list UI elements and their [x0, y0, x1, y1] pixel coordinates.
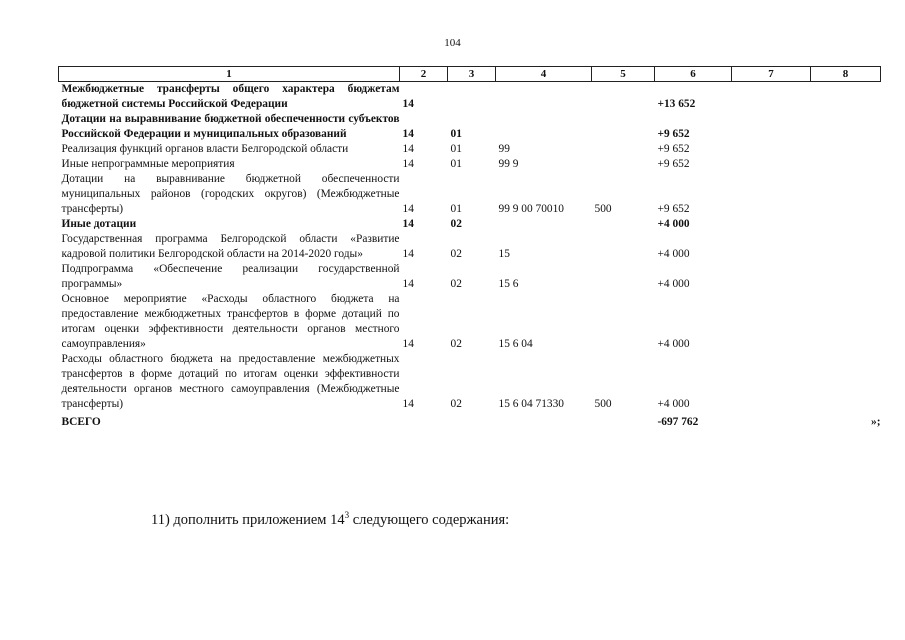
- row-target-article: 99 9 00 70010: [498, 203, 564, 215]
- row-col8: [811, 82, 881, 113]
- table-row: [59, 232, 881, 262]
- row-col7: [732, 82, 811, 113]
- column-header-8: 8: [811, 67, 881, 82]
- table-row: [59, 172, 881, 217]
- row-amount: +4 000: [657, 398, 690, 410]
- row-amount: +9 652: [657, 158, 690, 170]
- row-name: Расходы областного бюджета на предоставление межбюджетных трансфертов в форме дотаций по итогам оценки эффективности деятельности органов местного самоуправления (Межбюджетные трансферты): [61, 353, 400, 410]
- row-target-article: 15 6 04 71330: [498, 398, 564, 410]
- table-row: [59, 262, 881, 292]
- row-subsection: 02: [450, 278, 462, 290]
- row-target-article: 15 6: [498, 278, 519, 290]
- row-amount: +4 000: [657, 338, 690, 350]
- row-subsection: 02: [450, 398, 462, 410]
- row-target-article: 99 9: [498, 158, 519, 170]
- row-col8: [811, 262, 881, 292]
- row-amount: +9 652: [657, 128, 690, 140]
- column-header-6: 6: [655, 67, 732, 82]
- row-name: Основное мероприятие «Расходы областного бюджета на предоставление межбюджетных трансфертов в форме дотаций по итогам оценки эффективности деятельности органов местного самоуправления»: [61, 293, 400, 350]
- column-header-2: 2: [400, 67, 448, 82]
- row-subsection: [448, 82, 496, 113]
- row-col8: [811, 292, 881, 352]
- row-section: 14: [402, 143, 414, 155]
- row-name: Подпрограмма «Обеспечение реализации государственной программы»: [61, 263, 400, 290]
- row-target-article: 15: [498, 248, 510, 260]
- row-section: 14: [402, 338, 414, 350]
- row-col7: [732, 157, 811, 172]
- row-col8: [811, 172, 881, 217]
- page-number: 104: [444, 37, 461, 49]
- row-col7: [732, 292, 811, 352]
- row-col7: [732, 172, 811, 217]
- row-subsection: 01: [450, 158, 462, 170]
- row-amount: +4 000: [657, 278, 690, 290]
- column-header-5: 5: [592, 67, 655, 82]
- row-subsection: 01: [450, 203, 462, 215]
- note-tail: следующего содержания:: [349, 511, 510, 528]
- row-target-article: 99: [498, 143, 510, 155]
- row-section: 14: [402, 248, 414, 260]
- row-name: Иные непрограммные мероприятия: [61, 158, 235, 170]
- row-expense-type: 500: [594, 203, 612, 215]
- row-col8: [811, 217, 881, 232]
- row-col7: [732, 217, 811, 232]
- row-col8: [811, 142, 881, 157]
- note-text: 11) дополнить приложением 14: [151, 511, 345, 528]
- column-header-4: 4: [496, 67, 592, 82]
- row-subsection: 02: [450, 248, 462, 260]
- table-row: [59, 217, 881, 232]
- row-amount: +13 652: [657, 98, 696, 110]
- row-col7: [732, 112, 811, 142]
- row-expense-type: [592, 82, 655, 113]
- row-col8: [811, 112, 881, 142]
- row-expense-type: [592, 112, 655, 142]
- row-name: Дотации на выравнивание бюджетной обеспеченности муниципальных районов (городских округов) (Межбюджетные трансферты): [61, 173, 400, 215]
- row-section: 14: [402, 98, 414, 110]
- budget-table: [58, 66, 881, 430]
- row-target-article: 15 6 04: [498, 338, 533, 350]
- row-section: 14: [402, 158, 414, 170]
- row-expense-type: [592, 292, 655, 352]
- row-section: 14: [402, 218, 414, 230]
- total-label: ВСЕГО: [61, 416, 101, 428]
- table-row: [59, 292, 881, 352]
- table-row: [59, 112, 881, 142]
- row-col7: [732, 352, 811, 412]
- row-subsection: 01: [450, 128, 462, 140]
- row-col8: [811, 157, 881, 172]
- row-name: Государственная программа Белгородской области «Развитие кадровой политики Белгородской области на 2014-2020 годы»: [61, 233, 400, 260]
- row-expense-type: 500: [594, 398, 612, 410]
- row-expense-type: [592, 232, 655, 262]
- table-row: [59, 82, 881, 113]
- row-name: Дотации на выравнивание бюджетной обеспеченности субъектов Российской Федерации и муниципальных образований: [61, 113, 400, 140]
- row-subsection: 01: [450, 143, 462, 155]
- header-row: [59, 67, 881, 82]
- column-header-7: 7: [732, 67, 811, 82]
- row-col7: [732, 262, 811, 292]
- row-amount: +9 652: [657, 203, 690, 215]
- table-row: [59, 352, 881, 412]
- row-amount: +4 000: [657, 248, 690, 260]
- row-name: Иные дотации: [61, 218, 137, 230]
- row-section: 14: [402, 278, 414, 290]
- column-header-3: 3: [448, 67, 496, 82]
- row-amount: +4 000: [657, 218, 690, 230]
- row-col8: [811, 352, 881, 412]
- row-subsection: 02: [450, 218, 462, 230]
- total-tail: »;: [871, 416, 881, 428]
- total-amount: -697 762: [657, 416, 699, 428]
- row-name: Реализация функций органов власти Белгородской области: [61, 143, 349, 155]
- note-superscript: 3: [344, 510, 350, 520]
- row-expense-type: [592, 142, 655, 157]
- table-row: [59, 142, 881, 157]
- row-section: 14: [402, 398, 414, 410]
- row-target-article: [496, 82, 592, 113]
- row-expense-type: [592, 262, 655, 292]
- row-section: 14: [402, 128, 414, 140]
- table-row: [59, 157, 881, 172]
- row-expense-type: [592, 217, 655, 232]
- row-col8: [811, 232, 881, 262]
- row-col7: [732, 232, 811, 262]
- row-subsection: 02: [450, 338, 462, 350]
- row-name: Межбюджетные трансферты общего характера бюджетам бюджетной системы Российской Федерации: [61, 83, 400, 110]
- row-target-article: [496, 112, 592, 142]
- row-expense-type: [592, 157, 655, 172]
- row-target-article: [496, 217, 592, 232]
- column-header-1: 1: [59, 67, 400, 82]
- row-amount: +9 652: [657, 143, 690, 155]
- row-col7: [732, 142, 811, 157]
- amendment-note: [151, 510, 509, 529]
- total-row: [59, 412, 881, 430]
- row-section: 14: [402, 203, 414, 215]
